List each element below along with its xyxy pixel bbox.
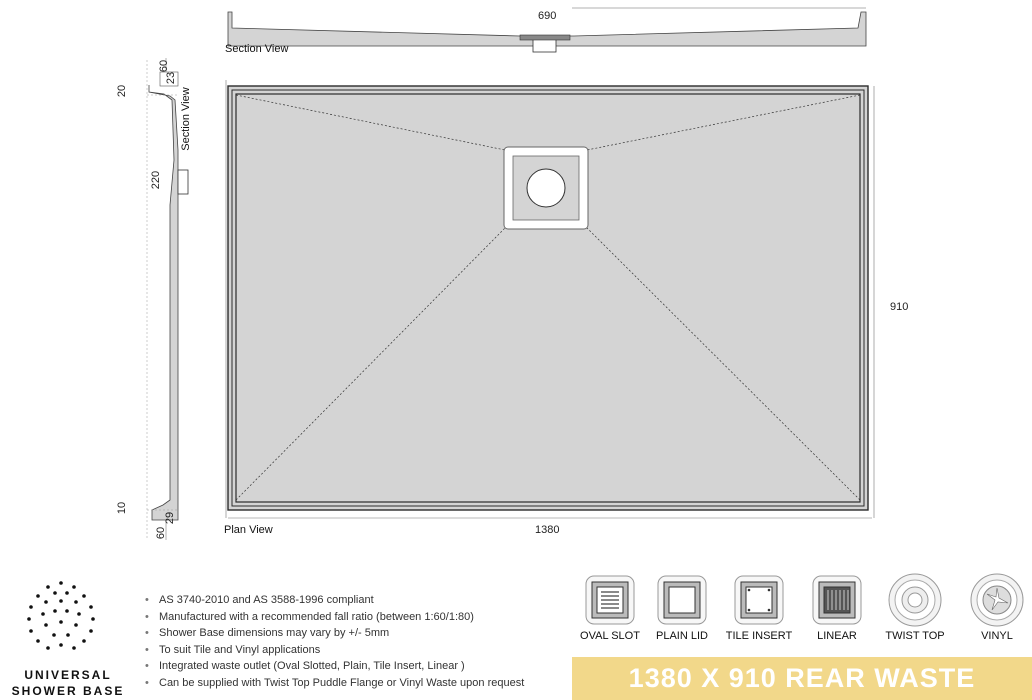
waste-option-label-tile-insert: TILE INSERT (725, 630, 793, 642)
spec-item: • To suit Tile and Vinyl applications (145, 642, 524, 659)
brand-logo-mark (27, 581, 95, 650)
side-dim-top-60: 60 (158, 59, 170, 73)
waste-option-label-vinyl: VINYL (981, 630, 1013, 642)
brand-name-line2: SHOWER BASE (11, 684, 125, 698)
waste-option-label-linear: LINEAR (817, 630, 857, 642)
spec-list (145, 592, 524, 692)
side-dim-mid-220: 220 (150, 170, 162, 190)
plain-lid-waste-icon (658, 576, 706, 624)
waste-option-label-twist-top: TWIST TOP (885, 630, 945, 642)
side-dim-top-20: 20 (116, 84, 128, 98)
spec-item: • Manufactured with a recommended fall ratio (between 1:60/1:80) (145, 609, 524, 626)
side-dim-bottom-60: 60 (155, 526, 167, 540)
brand-name (8, 667, 128, 699)
top-section-dimension: 690 (538, 10, 557, 22)
spec-item: • Can be supplied with Twist Top Puddle Flange or Vinyl Waste upon request (145, 675, 524, 692)
side-section-waste-outlet (178, 170, 188, 194)
waste-option-label-plain-lid: PLAIN LID (656, 630, 708, 642)
plan-waste-outlet (504, 147, 588, 229)
spec-item: • Integrated waste outlet (Oval Slotted, Plain, Tile Insert, Linear ) (145, 658, 524, 675)
tile-insert-waste-icon (735, 576, 783, 624)
brand-name-line1: UNIVERSAL (24, 668, 112, 682)
plan-view (226, 80, 874, 518)
plan-width-dimension: 1380 (535, 524, 560, 536)
plan-depth-dimension: 910 (890, 301, 909, 313)
side-dim-top-23: 23 (165, 71, 177, 85)
waste-option-label-oval-slot: OVAL SLOT (580, 630, 640, 642)
oval-slot-waste-icon (586, 576, 634, 624)
vinyl-waste-icon (971, 574, 1023, 626)
linear-waste-icon (813, 576, 861, 624)
top-section-caption: Section View (225, 43, 289, 55)
spec-item: • AS 3740-2010 and AS 3588-1996 compliant (145, 592, 524, 609)
product-title: 1380 X 910 REAR WASTE (628, 663, 976, 693)
spec-item: • Shower Base dimensions may vary by +/- 5mm (145, 625, 524, 642)
side-dim-bottom-29: 29 (164, 511, 176, 525)
product-title-banner (572, 657, 1032, 700)
side-dim-bottom-10: 10 (116, 501, 128, 515)
side-section-caption: Section View (180, 87, 192, 151)
plan-caption: Plan View (224, 524, 273, 536)
twist-top-flange-icon (889, 574, 941, 626)
